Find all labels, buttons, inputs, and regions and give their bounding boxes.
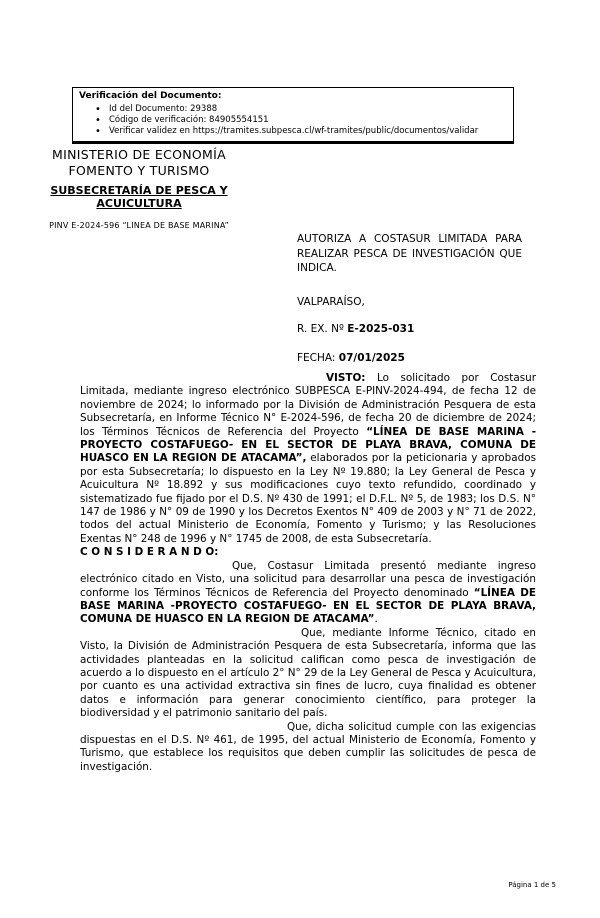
letterhead [34, 147, 244, 230]
considerando-paragraph-3: Que, dicha solicitud cumple con las exigencias dispuestas en el D.S. Nº 461, de 1995, del actual Ministerio de Economía, Fomento y Turismo, que establece los requisitos que deben cumplir las solicitudes de pesca de investigación. [80, 720, 536, 773]
verification-list [79, 104, 507, 137]
verification-item-code: • Código de verificación: 84905554151 [109, 115, 507, 126]
pinv-reference: PINV E-2024-596 “LINEA DE BASE MARINA” [49, 221, 229, 230]
considerando-paragraph-2: Que, mediante Informe Técnico, citado en Visto, la División de Administración Pesquera de esta Subsecretaría, informa que las actividades planteadas en la solicitud califican como pesca de investigación de acuerdo a lo dispuesto en el artículo 2° N° 29 de la Ley General de Pesca y Acuicultura, por cuanto es una actividad extractiva sin fines de lucro, cuya finalidad es obtener datos e información para generar conocimiento científico, para proteger la biodiversidad y el patrimonio sanitario del país. [80, 626, 536, 720]
considerando-paragraph-1: Que, Costasur Limitada presentó mediante ingreso electrónico citado en Visto, una solicitud para desarrollar una pesca de investigación conforme los Términos Técnicos de Referencia del Proyecto denominado “LÍNEA DE BASE MARINA -PROYECTO COSTAFUEGO- EN EL SECTOR DE PLAYA BRAVA, COMUNA DE HUASCO EN LA REGION DE ATACAMA”. [80, 559, 536, 626]
verification-box [72, 87, 514, 144]
subsecretaria-line1: SUBSECRETARÍA DE PESCA Y [50, 184, 228, 197]
visto-label: VISTO: [326, 372, 366, 384]
ministry-name-line2: FOMENTO Y TURISMO [68, 163, 210, 178]
project-title-bold: “LÍNEA DE BASE MARINA -PROYECTO COSTAFUEGO- EN EL SECTOR DE PLAYA BRAVA, COMUNA DE HUASCO EN LA REGION DE ATACAMA”, [80, 425, 537, 465]
page-number: Página 1 de 5 [508, 881, 556, 889]
resolution-header [297, 232, 522, 365]
date-value: 07/01/2025 [338, 351, 405, 364]
ministry-name-line1: MINISTERIO DE ECONOMÍA [52, 147, 226, 162]
considerando-heading: C O N S I D E R A N D O: [80, 546, 219, 559]
date-line [297, 351, 522, 366]
project-title-bold: “LÍNEA DE BASE MARINA -PROYECTO COSTAFUEGO- EN EL SECTOR DE PLAYA BRAVA, COMUNA DE HUASCO EN LA REGION DE ATACAMA” [80, 586, 536, 626]
verification-title: Verificación del Documento: [79, 91, 222, 101]
resolution-number-line [297, 322, 522, 337]
resolution-number-value: E-2025-031 [347, 323, 415, 335]
date-label: FECHA: [297, 351, 339, 364]
visto-paragraph: VISTO: Lo solicitado por Costasur Limitada, mediante ingreso electrónico SUBPESCA E-PINV-2024-494, de fecha 12 de noviembre de 2024; lo informado por la División de Administración Pesquera de esta Subsecretaría, en Informe Técnico N° E-2024-596, de fecha 20 de diciembre de 2024; los Términos Técnicos de Referencia del Proyecto “LÍNEA DE BASE MARINA -PROYECTO COSTAFUEGO- EN EL SECTOR DE PLAYA BRAVA, COMUNA DE HUASCO EN LA REGION DE ATACAMA”, elaborados por la peticionaria y aprobados por esta Subsecretaría; lo dispuesto en la Ley Nº 19.880; la Ley General de Pesca y Acuicultura Nº 18.892 y sus modificaciones cuyo texto refundido, coordinado y sistematizado fue fijado por el D.S. Nº 430 de 1991; el D.F.L. Nº 5, de 1983; los D.S. N° 147 de 1986 y N° 09 de 1990 y los Decretos Exentos N° 409 de 2003 y N° 71 de 2022, todos del actual Ministerio de Economía, Fomento y Turismo; y las Resoluciones Exentas N° 248 de 1996 y N° 1745 de 2008, de esta Subsecretaría. [80, 372, 537, 545]
subsecretaria-line2: ACUICULTURA [96, 197, 182, 210]
verification-item-url: • Verificar validez en https://tramites.subpesca.cl/wf-tramites/public/documentos/validar [109, 126, 507, 137]
resolution-subject: AUTORIZA A COSTASUR LIMITADA PARA REALIZAR PESCA DE INVESTIGACIÓN QUE INDICA. [297, 233, 522, 274]
document-body [80, 372, 536, 774]
city-line: VALPARAÍSO, [297, 295, 365, 308]
verification-item-document-id: • Id del Documento: 29388 [109, 104, 507, 115]
resolution-number-label: R. EX. Nº [297, 323, 348, 335]
